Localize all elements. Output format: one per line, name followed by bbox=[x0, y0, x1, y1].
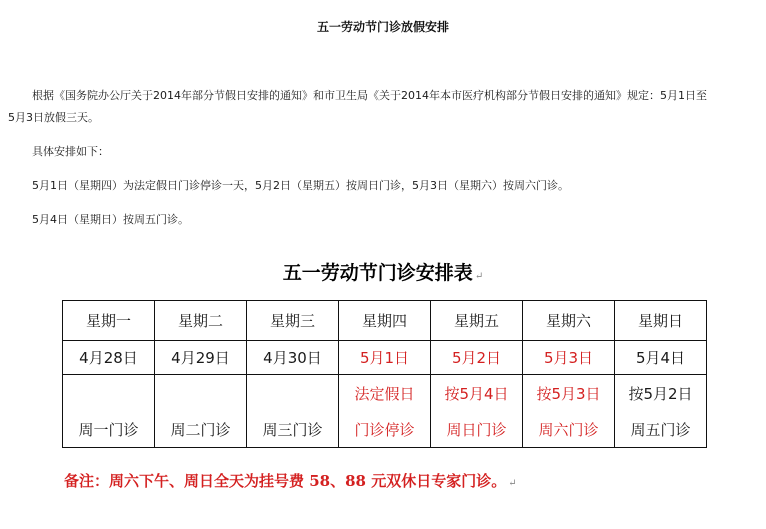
table-row-notes bbox=[63, 375, 707, 412]
remark-text: 备注：周六下午、周日全天为挂号费 58、88 元双休日专家门诊。 bbox=[64, 472, 507, 490]
cell-clinic-sun: 周五门诊 bbox=[615, 411, 707, 448]
remark-paragraph-mark-icon: ↵ bbox=[508, 478, 517, 489]
schedule-table bbox=[62, 300, 707, 448]
cell-weekday-mon: 星期一 bbox=[63, 301, 155, 341]
cell-weekday-sat: 星期六 bbox=[523, 301, 615, 341]
paragraph-arrangement-intro: 具体安排如下： bbox=[32, 145, 109, 158]
cell-clinic-sat: 周六门诊 bbox=[523, 411, 615, 448]
cell-clinic-mon: 周一门诊 bbox=[63, 411, 155, 448]
cell-weekday-fri: 星期五 bbox=[431, 301, 523, 341]
cell-weekday-sun: 星期日 bbox=[615, 301, 707, 341]
cell-note-mon bbox=[63, 375, 155, 412]
table-row-clinic bbox=[63, 411, 707, 448]
cell-clinic-wed: 周三门诊 bbox=[247, 411, 339, 448]
paragraph-notice: 根据《国务院办公厅关于2014年部分节假日安排的通知》和市卫生局《关于2014年本市医疗机构部分节假日安排的通知》规定：5月1日至 bbox=[32, 89, 707, 102]
cell-note-sun: 按5月2日 bbox=[615, 375, 707, 412]
cell-date-0429: 4月29日 bbox=[155, 341, 247, 375]
cell-date-0501: 5月1日 bbox=[339, 341, 431, 375]
cell-note-fri: 按5月4日 bbox=[431, 375, 523, 412]
cell-date-0428: 4月28日 bbox=[63, 341, 155, 375]
cell-clinic-fri: 周日门诊 bbox=[431, 411, 523, 448]
cell-clinic-tue: 周二门诊 bbox=[155, 411, 247, 448]
cell-note-tue bbox=[155, 375, 247, 412]
cell-date-0430: 4月30日 bbox=[247, 341, 339, 375]
cell-note-thu: 法定假日 bbox=[339, 375, 431, 412]
cell-weekday-thu: 星期四 bbox=[339, 301, 431, 341]
paragraph-may1-to-may3: 5月1日（星期四）为法定假日门诊停诊一天，5月2日（星期五）按周日门诊，5月3日（星期六）按周六门诊。 bbox=[32, 179, 569, 192]
cell-weekday-wed: 星期三 bbox=[247, 301, 339, 341]
table-row-weekdays bbox=[63, 301, 707, 341]
document-title: 五一劳动节门诊放假安排 bbox=[316, 20, 449, 34]
paragraph-notice-continued: 5月3日放假三天。 bbox=[8, 111, 99, 124]
cell-clinic-thu: 门诊停诊 bbox=[339, 411, 431, 448]
table-row-dates bbox=[63, 341, 707, 375]
table-title bbox=[0, 258, 766, 285]
cell-date-0504: 5月4日 bbox=[615, 341, 707, 375]
cell-note-wed bbox=[247, 375, 339, 412]
remark-note bbox=[64, 470, 517, 491]
cell-date-0503: 5月3日 bbox=[523, 341, 615, 375]
cell-weekday-tue: 星期二 bbox=[155, 301, 247, 341]
paragraph-may4: 5月4日（星期日）按周五门诊。 bbox=[32, 213, 189, 226]
cell-note-sat: 按5月3日 bbox=[523, 375, 615, 412]
table-title-text: 五一劳动节门诊安排表 bbox=[282, 262, 473, 284]
paragraph-mark-icon: ↵ bbox=[474, 271, 484, 282]
cell-date-0502: 5月2日 bbox=[431, 341, 523, 375]
